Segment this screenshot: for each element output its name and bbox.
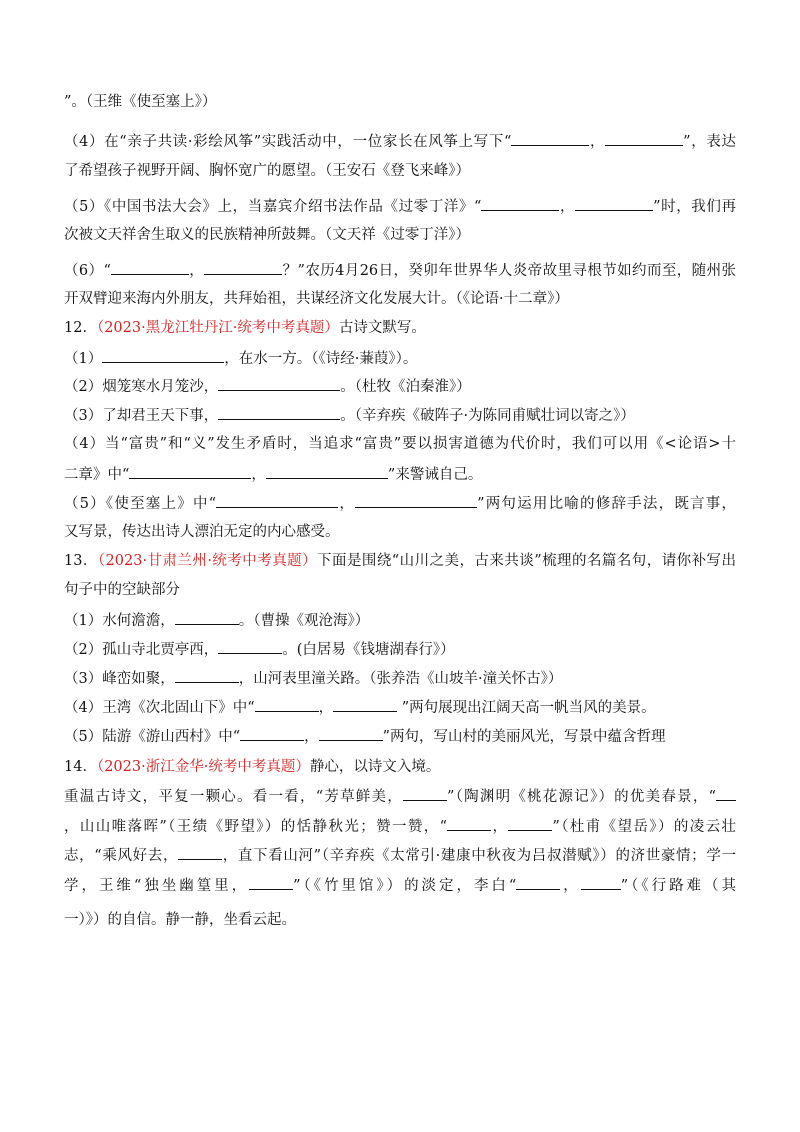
text-run: ， xyxy=(188,263,205,279)
text-line xyxy=(64,668,736,688)
text-line xyxy=(64,639,736,659)
answer-blank xyxy=(511,131,589,146)
text-run: （3）峰峦如聚， xyxy=(64,671,175,687)
answer-blank xyxy=(129,464,251,479)
text-line xyxy=(64,786,736,806)
text-run: （1） xyxy=(64,351,103,367)
text-run: 。(白居易《钱塘湖春行》） xyxy=(282,642,455,658)
answer-blank xyxy=(249,875,293,890)
text-line xyxy=(64,348,736,368)
text-run: ”（《行路难（其 xyxy=(620,878,736,894)
text-run: 句子中的空缺部分 xyxy=(64,582,180,598)
text-line xyxy=(64,434,736,454)
answer-blank xyxy=(175,610,239,625)
answer-blank xyxy=(481,196,559,211)
text-run: ， xyxy=(589,134,606,150)
text-line xyxy=(64,551,736,571)
question-source: （2023·甘肃兰州·统考中考真题） xyxy=(97,553,318,569)
text-run: 。（曹操《观沧海》） xyxy=(238,613,370,629)
text-run: ， xyxy=(251,467,266,483)
text-line xyxy=(64,161,736,181)
text-line xyxy=(64,196,736,216)
text-line xyxy=(64,845,736,865)
text-run: ， xyxy=(304,729,319,745)
text-line xyxy=(64,289,736,309)
answer-blank xyxy=(218,376,340,391)
answer-blank xyxy=(716,786,736,801)
text-line xyxy=(64,376,736,396)
text-line xyxy=(64,131,736,151)
text-run: ”时，我们再 xyxy=(653,199,736,215)
text-run: 古诗文默写。 xyxy=(338,320,426,336)
answer-blank xyxy=(581,875,621,890)
text-run: ”两句运用比喻的修辞手法，既言事， xyxy=(477,496,736,512)
text-run: ”（《竹里馆》）的淡定，李白“ xyxy=(293,878,517,894)
text-run: 了希望孩子视野开阔、胸怀宽广的愿望。（王安石《登飞来峰》） xyxy=(64,163,470,179)
text-run: （4）当“富贵”和“义”发生矛盾时，当追求“富贵”要以损害道德为代价时，我们可以用《<论语>十 xyxy=(64,436,736,452)
answer-blank xyxy=(403,786,447,801)
text-run: （3）了却君王天下事， xyxy=(64,408,219,424)
text-run: （6）“ xyxy=(64,263,111,279)
answer-blank xyxy=(575,196,653,211)
text-run: ， xyxy=(560,878,581,894)
text-run: ， xyxy=(491,819,509,835)
text-run: （4）在“亲子共读·彩绘风筝”实践活动中，一位家长在风筝上写下“ xyxy=(64,134,512,150)
text-line xyxy=(64,816,736,836)
answer-blank xyxy=(218,639,282,654)
answer-blank xyxy=(216,493,338,508)
text-line xyxy=(64,92,736,112)
text-run: ”，表达 xyxy=(683,134,736,150)
answer-blank xyxy=(508,816,552,831)
text-run: ”（杜甫《望岳》）的凌云壮 xyxy=(552,819,736,835)
text-line xyxy=(64,260,736,280)
text-line xyxy=(64,522,736,542)
text-run: 开双臂迎来海内外朋友，共拜始祖，共谋经济文化发展大计。（《论语·十二章》） xyxy=(64,291,569,307)
text-run: 13． xyxy=(64,553,98,569)
text-run: ， xyxy=(338,496,356,512)
text-run: ”。（王维《使至塞上》） xyxy=(64,94,217,110)
text-run: ，在水一方。（《诗经·蒹葭》）。 xyxy=(224,351,418,367)
text-run: 重温古诗文，平复一颗心。看一看，“芳草鲜美， xyxy=(64,789,403,805)
text-line xyxy=(64,757,736,777)
text-run: ，山山唯落晖”（王绩《野望》）的恬静秋光；赞一赞，“ xyxy=(64,819,448,835)
answer-blank xyxy=(447,816,491,831)
text-run: 。（杜牧《泊秦淮》） xyxy=(340,379,471,395)
text-line xyxy=(64,580,736,600)
text-run: （2）烟笼寒水月笼沙， xyxy=(64,379,219,395)
text-run: ， xyxy=(318,700,334,716)
text-run: 下面是围绕“山川之美，古来共谈”梳理的名篇名句，请你补写出 xyxy=(317,553,736,569)
answer-blank xyxy=(516,875,560,890)
text-line xyxy=(64,493,736,513)
text-line xyxy=(64,225,736,245)
text-line xyxy=(64,464,736,484)
answer-blank xyxy=(102,348,224,363)
text-run: ，山河表里潼关路。（张养浩《山坡羊·潼关怀古》） xyxy=(238,671,563,687)
text-run: 14． xyxy=(64,759,97,775)
text-run: ，直下看山河”（辛弃疾《太常引·建康中秋夜为吕叔潜赋》）的济世豪情；学一 xyxy=(222,848,736,864)
text-run: 次被文天祥舍生取义的民族精神所鼓舞。（文天祥《过零丁洋》） xyxy=(64,227,470,243)
answer-blank xyxy=(255,697,319,712)
text-run: ”两句，写山村的美丽风光，写景中蕴含哲理 xyxy=(382,729,666,745)
answer-blank xyxy=(266,464,388,479)
answer-blank xyxy=(175,668,239,683)
text-run: 。（辛弃疾《破阵子·为陈同甫赋壮词以寄之》） xyxy=(340,408,635,424)
text-run: 又写景，传达出诗人漂泊无定的内心感受。 xyxy=(64,524,340,540)
text-line xyxy=(64,318,736,338)
text-run: 志，“乘风好去， xyxy=(64,848,179,864)
text-line xyxy=(64,610,736,630)
answer-blank xyxy=(111,260,189,275)
answer-blank xyxy=(319,726,383,741)
text-run: ”（陶渊明《桃花源记》）的优美春景，“ xyxy=(447,789,716,805)
text-run: （5）《中国书法大会》上，当嘉宾介绍书法作品《过零丁洋》“ xyxy=(64,199,482,215)
question-source: （2023·浙江金华·统考中考真题） xyxy=(96,759,310,775)
text-line xyxy=(64,697,736,717)
text-run: ”两句展现出江阔天高一帆当风的美景。 xyxy=(397,700,656,716)
text-run: ， xyxy=(559,199,576,215)
text-line xyxy=(64,910,736,930)
text-run: 12． xyxy=(64,320,97,336)
answer-blank xyxy=(218,405,340,420)
text-run: （5）《使至塞上》中“ xyxy=(64,496,217,512)
text-run: （4）王湾《次北固山下》中“ xyxy=(64,700,255,716)
answer-blank xyxy=(204,260,282,275)
text-run: ？”农历4月26日，癸卯年世界华人炎帝故里寻根节如约而至，随州张 xyxy=(282,263,736,279)
text-line xyxy=(64,405,736,425)
text-line xyxy=(64,726,736,746)
answer-blank xyxy=(178,845,222,860)
answer-blank xyxy=(240,726,304,741)
text-run: 二章》中“ xyxy=(64,467,130,483)
question-source: （2023·黑龙江牡丹江·统考中考真题） xyxy=(96,320,339,336)
answer-blank xyxy=(355,493,477,508)
text-run: 学，王维“独坐幽篁里， xyxy=(64,878,250,894)
text-run: （2）孤山寺北贾亭西， xyxy=(64,642,219,658)
text-run: （5）陆游《游山西村》中“ xyxy=(64,729,241,745)
text-run: 一）》）的自信。静一静，坐看云起。 xyxy=(64,912,296,928)
answer-blank xyxy=(605,131,683,146)
text-line xyxy=(64,875,736,895)
text-run: ”来警诫自己。 xyxy=(387,467,483,483)
answer-blank xyxy=(333,697,397,712)
text-run: 静心，以诗文入境。 xyxy=(309,759,441,775)
text-run: （1）水何澹澹， xyxy=(64,613,175,629)
